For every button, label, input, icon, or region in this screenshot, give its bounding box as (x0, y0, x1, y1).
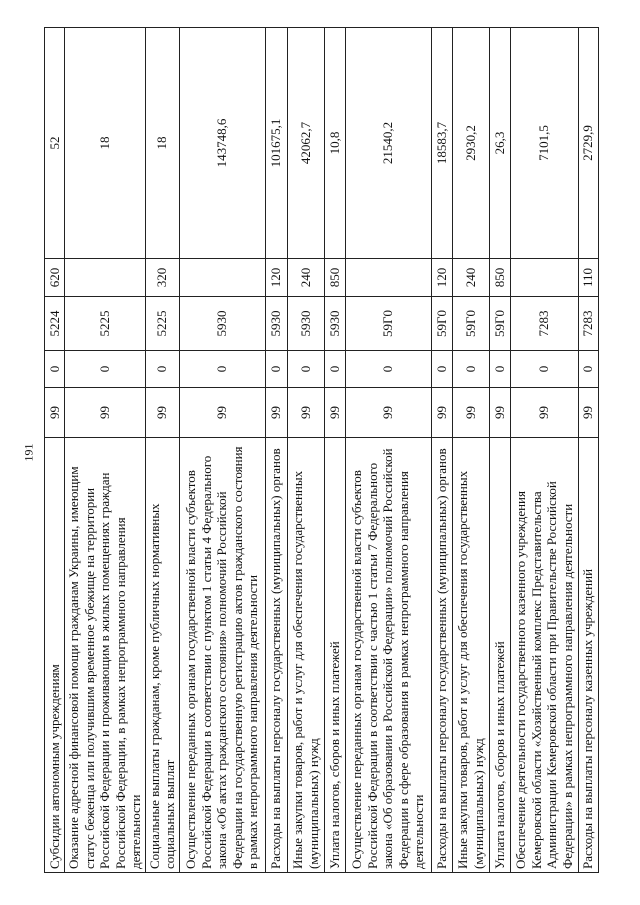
code-cell: 0 (431, 351, 452, 388)
amount-cell: 42062,7 (287, 28, 324, 259)
code-cell: 5225 (145, 297, 179, 351)
code-cell: 59Г0 (345, 297, 431, 351)
amount-cell: 7101,5 (510, 28, 578, 259)
code-cell: 99 (345, 388, 431, 438)
code-cell: 850 (324, 259, 345, 297)
amount-cell: 10,8 (324, 28, 345, 259)
code-cell: 120 (431, 259, 452, 297)
code-cell: 240 (287, 259, 324, 297)
amount-cell: 143748,6 (179, 28, 265, 259)
code-cell: 99 (431, 388, 452, 438)
row-description: Иные закупки товаров, работ и услуг для обеспечения государственных (муниципальных) нужд (452, 438, 489, 873)
amount-cell: 18 (65, 28, 146, 259)
code-cell: 850 (489, 259, 510, 297)
amount-cell: 26,3 (489, 28, 510, 259)
table-row (179, 28, 265, 873)
table-row (145, 28, 179, 873)
amount-cell: 18 (145, 28, 179, 259)
table-row (287, 28, 324, 873)
code-cell: 99 (324, 388, 345, 438)
table-row (345, 28, 431, 873)
row-description: Обеспечение деятельности государственного казенного учреждения Кемеровской области «Хозяйственный комплекс Представительства Администрации Кемеровской области при Правительстве Российской Федерации» в рамках непрограммного направления деятельности (510, 438, 578, 873)
code-cell (510, 259, 578, 297)
code-cell: 0 (287, 351, 324, 388)
table-row (431, 28, 452, 873)
code-cell: 0 (65, 351, 146, 388)
code-cell: 0 (179, 351, 265, 388)
row-description: Расходы на выплаты персоналу государственных (муниципальных) органов (265, 438, 287, 873)
code-cell: 59Г0 (489, 297, 510, 351)
code-cell (345, 259, 431, 297)
code-cell: 0 (489, 351, 510, 388)
budget-table-container (44, 28, 632, 873)
code-cell: 0 (145, 351, 179, 388)
table-row (324, 28, 345, 873)
row-description: Уплата налогов, сборов и иных платежей (489, 438, 510, 873)
code-cell: 99 (287, 388, 324, 438)
code-cell: 99 (265, 388, 287, 438)
code-cell: 0 (510, 351, 578, 388)
code-cell: 5930 (265, 297, 287, 351)
amount-cell: 21540,2 (345, 28, 431, 259)
row-description: Оказание адресной финансовой помощи гражданам Украины, имеющим статус беженца или получившим временное убежище на территории Российской Федерации и проживающим в жилых помещениях граждан Российской Федерации, в рамках непрограммного направления деятельности (65, 438, 146, 873)
amount-cell: 52 (45, 28, 65, 259)
code-cell: 5930 (324, 297, 345, 351)
amount-cell: 2930,2 (452, 28, 489, 259)
code-cell: 5930 (287, 297, 324, 351)
table-row (45, 28, 65, 873)
code-cell: 7283 (510, 297, 578, 351)
code-cell: 0 (452, 351, 489, 388)
table-row (452, 28, 489, 873)
code-cell: 0 (345, 351, 431, 388)
code-cell: 99 (489, 388, 510, 438)
code-cell: 59Г0 (431, 297, 452, 351)
code-cell: 0 (324, 351, 345, 388)
code-cell: 5930 (179, 297, 265, 351)
row-description: Субсидии автономным учреждениям (45, 438, 65, 873)
code-cell: 110 (578, 259, 598, 297)
code-cell (65, 259, 146, 297)
code-cell: 59Г0 (452, 297, 489, 351)
code-cell: 5225 (65, 297, 146, 351)
code-cell: 0 (578, 351, 598, 388)
row-description: Уплата налогов, сборов и иных платежей (324, 438, 345, 873)
code-cell: 99 (510, 388, 578, 438)
row-description: Социальные выплаты гражданам, кроме публичных нормативных социальных выплат (145, 438, 179, 873)
code-cell: 0 (45, 351, 65, 388)
code-cell: 5224 (45, 297, 65, 351)
budget-table (44, 27, 599, 873)
page-number: 191 (21, 443, 36, 462)
code-cell (179, 259, 265, 297)
code-cell: 99 (65, 388, 146, 438)
row-description: Расходы на выплаты персоналу казенных учреждений (578, 438, 598, 873)
row-description: Иные закупки товаров, работ и услуг для обеспечения государственных (муниципальных) нужд (287, 438, 324, 873)
row-description: Осуществление переданных органам государственной власти субъектов Российской Федерации в соответствии с пунктом 1 статьи 4 Федерального закона «Об актах гражданского состояния» полномочий Российской Федерации на государственную регистрацию актов гражданского состояния в рамках непрограммного направления деятельности (179, 438, 265, 873)
amount-cell: 18583,7 (431, 28, 452, 259)
code-cell: 7283 (578, 297, 598, 351)
table-row (65, 28, 146, 873)
code-cell: 99 (179, 388, 265, 438)
amount-cell: 101675,1 (265, 28, 287, 259)
code-cell: 99 (45, 388, 65, 438)
row-description: Осуществление переданных органам государственной власти субъектов Российской Федерации в соответствии с частью 1 статьи 7 Федерального закона «Об образовании в Российской Федерации» полномочий Российской Федерации в сфере образования в рамках непрограммного направления деятельности (345, 438, 431, 873)
code-cell: 240 (452, 259, 489, 297)
amount-cell: 2729,9 (578, 28, 598, 259)
table-row (578, 28, 598, 873)
table-row (265, 28, 287, 873)
code-cell: 0 (265, 351, 287, 388)
table-row (510, 28, 578, 873)
code-cell: 99 (452, 388, 489, 438)
table-row (489, 28, 510, 873)
code-cell: 99 (145, 388, 179, 438)
row-description: Расходы на выплаты персоналу государственных (муниципальных) органов (431, 438, 452, 873)
code-cell: 99 (578, 388, 598, 438)
code-cell: 320 (145, 259, 179, 297)
code-cell: 120 (265, 259, 287, 297)
code-cell: 620 (45, 259, 65, 297)
